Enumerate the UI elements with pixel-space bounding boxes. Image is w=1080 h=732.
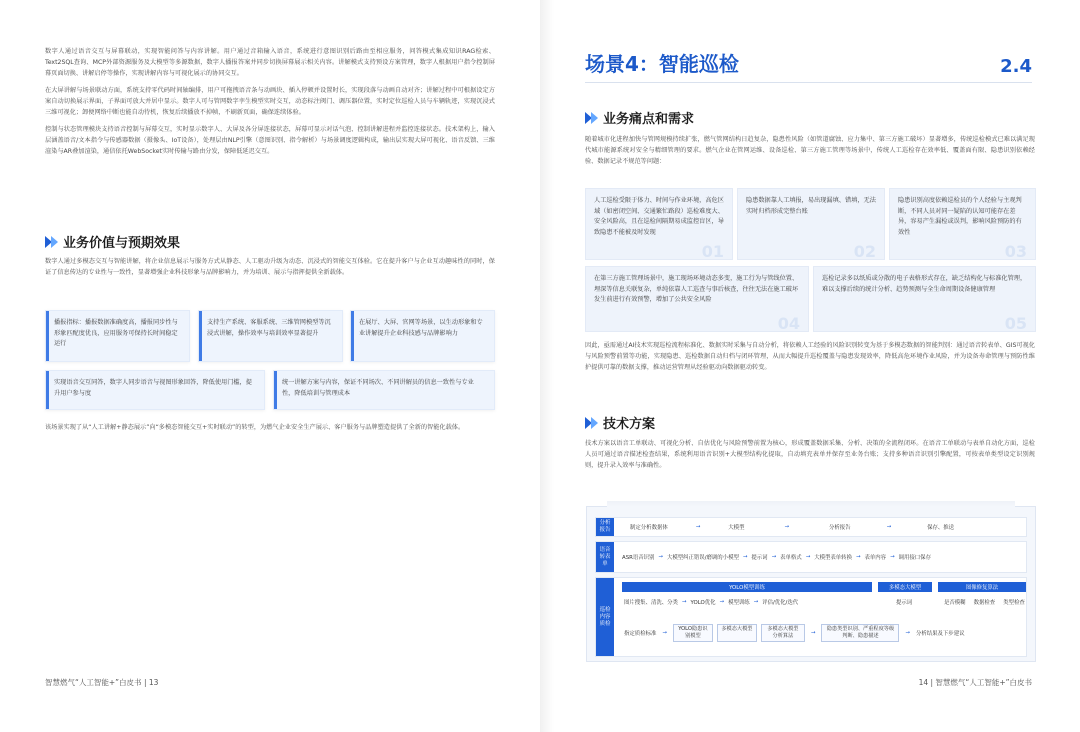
flow-row-report bbox=[595, 517, 1027, 537]
flow-step: 数据检查 bbox=[973, 600, 996, 606]
arrow-icon: → bbox=[742, 554, 748, 560]
flow-label: 巡检内容质检 bbox=[596, 578, 614, 656]
flow-step: 表单内容 → bbox=[864, 554, 895, 561]
pain-text: 隐患识别高度依赖巡检员的个人经验与主观判断，不同人员对同一疑陷的认知可能存在差异，容易产生漏检或误判，影响风险预防的有效性 bbox=[898, 197, 1022, 236]
arrow-icon: → bbox=[695, 524, 701, 530]
flow-step: 大模型表单转换 → bbox=[814, 554, 861, 561]
pain-text: 人工巡检受限于体力、时间与作业环境，高危区域（如密闭空间、交通繁忙路段）巡检难度大、安全风险高，且在巡检间隔期易成监控盲区，导致隐患不能被及时发现 bbox=[594, 197, 724, 236]
flow-step: 图片搜集、清洗、分类 → bbox=[624, 599, 687, 606]
section-heading-value bbox=[45, 232, 180, 251]
arrow-icon: → bbox=[658, 554, 663, 560]
arrow-icon: → bbox=[805, 554, 811, 560]
arrow-icon: → bbox=[886, 524, 892, 530]
tech-intro: 技术方案以语音工单联动、可视化分析、自估优化与风险预警前置为核心，形成覆盖数据采集、分析、决策的全流程闭环。在语音工单联动与表单自动化方面，巡检人员可通过语音描述检查结果，系统利用语音识别+大模型结构化提取，自动填充表单并保存至业务台账；支持多种语音识别引擎配置，可按表单类型设定识别规则，提升录入效率与准确性。 bbox=[585, 440, 1035, 469]
flow-step: 表单格式 → bbox=[780, 554, 811, 561]
flow-step: 提示词 → bbox=[751, 554, 777, 561]
flow-step: 分析报告 → bbox=[829, 524, 892, 531]
pain-cell bbox=[889, 188, 1036, 260]
model-boxes bbox=[673, 624, 805, 642]
model-box: 多模态大模型 bbox=[717, 624, 757, 642]
flow-steps bbox=[622, 553, 931, 561]
value-cell: 在展厅、大屏、官网等场景，以生动形象和专业讲解提升企业科技感与品牌影响力 bbox=[350, 310, 495, 362]
flow-label: 分析报告 bbox=[596, 518, 614, 536]
section-title: 业务痛点和需求 bbox=[603, 112, 695, 127]
pain-number: 02 bbox=[853, 241, 876, 261]
flow-step: 分析结果及下步建议 bbox=[915, 631, 965, 637]
value-cell: 实现语音交互同答，数字人同步语音与视图形象回答，降低使用门槛，提升用户参与度 bbox=[45, 370, 265, 410]
flow-step: 大模型纠正错误/磨调的小模型 → bbox=[666, 554, 748, 561]
flow-step: 模型训练 → bbox=[728, 599, 759, 606]
paragraph: 在大屏讲解与场景联动方面，系统支持零代码时间轴编排，用户可拖拽语音条与动画块、插入停顿并设置时长，实现段落与动画自动对齐；讲解过程中可根据设定方案自动切换展示界面，子界面可放大并居中显示。数字人可与管网数字孪生模型实时交互，动态标注阀门、调压器位置，实时定位巡检人员与车辆轨迹，实现沉浸式三维可视化；卸便网络中断也能自动待机，恢复后续播放不掉帧，不刷新页面，确保连续体验。 bbox=[45, 87, 495, 116]
flow-step: 保存、推送 bbox=[927, 525, 955, 531]
page-footer: 14 | 智慧燃气“人工智能+”白皮书 bbox=[918, 678, 1032, 687]
flow-step: 类型检查 bbox=[1003, 600, 1025, 606]
flow-row-voice-form bbox=[595, 541, 1027, 573]
result-box: 隐患类型识别、严重程度等级判断、隐患描述 bbox=[821, 624, 899, 642]
scene-title: 场景4：智能巡检 bbox=[585, 52, 739, 76]
arrow-icon: → bbox=[905, 630, 910, 636]
section-heading-pain bbox=[585, 108, 694, 127]
flow-label: 语音转表单 bbox=[596, 542, 614, 572]
arrow-icon: → bbox=[784, 524, 789, 530]
flow-step: 大模型 → bbox=[728, 524, 789, 531]
flow-step: 指定质检标准 bbox=[624, 631, 657, 637]
image-steps bbox=[944, 598, 1025, 606]
section-intro: 数字人通过多模态交互与智能讲解，将企业信息展示与服务方式从静态、人工驱动升级为动态、沉浸式的智能交互体验。它在提升客户与企业互动趣味性的同时，保证了信息传达的专业性与一致性，显著增强企业科技形象与品牌影响力，并为培训、展示与指挥提供全新载体。 bbox=[45, 258, 495, 276]
section-heading-tech bbox=[585, 413, 655, 432]
value-cell: 播报指标：播报数据准确度高，播报同步性与形象匹配度优良，应用服务可保持长时间稳定运行 bbox=[45, 310, 190, 362]
flow-step: 制定分析数据体 → bbox=[630, 524, 701, 531]
yolo-bar: YOLO模型训练 bbox=[622, 582, 872, 592]
pain-intro: 随着城市化进程加快与管网规模持续扩张，燃气管网结构日趋复杂，隐患性风险（如管道腐蚀、应力集中、第三方施工破坏）显著增多，传统巡检模式已难以满足现代城市能源系统对安全与精细管理的要求。燃气企业在管网运维、设备巡检、第三方施工管理等场景中，传统人工巡检存在效率低、覆盖面有限、隐患识别依赖经验、数据记录不规范等问题： bbox=[585, 136, 1035, 165]
pain-cell bbox=[813, 266, 1036, 332]
multimodal-bar: 多模态大模型 bbox=[878, 582, 932, 592]
pain-closing: 因此，亟需通过AI技术实现巡检流程标准化、数据实时采集与自动分析，将依赖人工经验的风险识别转变为基于多模态数据的智能判别：通过语音转表单、GIS可视化与风险预警前置等功能，实现隐患、巡检数据自动归档与闭环管理，从而大幅提升巡检覆盖与隐患发现效率，降低高危环境作业风险，并为设备寿命管理与预防性维护提供可靠的数据支撑，推动运营管理从经验驱动向数据驱动转变。 bbox=[585, 342, 1035, 371]
arrow-icon: → bbox=[681, 599, 687, 605]
divider bbox=[585, 82, 1032, 83]
pain-number: 01 bbox=[701, 241, 724, 261]
tech-flow-diagram bbox=[586, 506, 1036, 662]
arrow-icon: → bbox=[753, 599, 759, 605]
closing-paragraph: 该场景实现了从“人工讲解+静态展示”向“多模态智能交互+实时联动”的转型，为燃气企业安全生产展示、客户服务与品牌塑造提供了全新的智能化载体。 bbox=[45, 424, 465, 431]
model-box: 多模态大模型分析算法 bbox=[761, 624, 805, 642]
flow-row-inspection bbox=[595, 577, 1027, 657]
inspection-body bbox=[614, 578, 1026, 656]
arrow-icon: → bbox=[719, 599, 725, 605]
flow-steps bbox=[630, 523, 954, 531]
pain-text: 隐患数据靠人工填报，易出现漏填、错填，无法实时归档形成完整台账 bbox=[746, 197, 876, 215]
paragraph: 数字人通过语音交互与屏幕联动，实现智能问答与内容讲解。用户通过音箱输入语音，系统进行意图识别后路由至相应服务，问答模式集成知识RAG检索、Text2SQL查询、MCP外部资源服务及大模型等多源数据，数字人播报答案并同步切换屏幕展示相关内容。讲解模式支持预设方案管理，数字人根据用户指令控制屏幕页面切换、讲解启停等操作，实现讲解内容与可视化展示的协同交互。 bbox=[45, 48, 495, 77]
paragraph: 控制与状态管理模块支持语音控制与屏幕交互，实时显示数字人、大屏及各分屏连接状态，屏幕可显示对话气泡、控制讲解进程并监控连接状态。技术架构上，输入层涵盖语音/文本指令与传感器数据（摄像头、IoT设备），处理层由NLP引擎（意图识别、指令解析）与场景调度逻辑构成，输出层实现大屏可视化、语音反馈、三维渲染与AR叠加渲染，通信依托WebSocket实时传输与路由分发，保障低延迟交互。 bbox=[45, 126, 495, 155]
arrow-icon: → bbox=[810, 630, 816, 636]
quality-row bbox=[624, 624, 964, 642]
value-cell: 统一讲解方案与内容，保证不同场次、不同讲解员的信息一致性与专业性，降低培训与管理成本 bbox=[273, 370, 495, 410]
right-page bbox=[540, 0, 1080, 732]
section-title: 技术方案 bbox=[603, 417, 656, 432]
multimodal-step: 提示词 bbox=[896, 600, 913, 606]
chevron-icon bbox=[585, 417, 597, 429]
page-footer: 智慧燃气“人工智能+”白皮书 | 13 bbox=[45, 678, 159, 687]
flow-step: 是否模糊 bbox=[944, 600, 966, 606]
pain-number: 04 bbox=[777, 313, 800, 333]
arrow-icon: → bbox=[855, 554, 861, 560]
chevron-icon bbox=[45, 236, 57, 248]
pain-text: 在第三方施工管理场景中，施工现场环境动态多变，施工行为与管线位置、埋深等信息关联复杂，单纯依靠人工巡查与事后核查，往往无法在施工破坏发生前进行有效预警，增加了公共安全风险 bbox=[594, 275, 799, 303]
yolo-steps bbox=[624, 598, 798, 606]
flow-step: 评估/优化/迭代 bbox=[762, 600, 799, 606]
arrow-icon: → bbox=[662, 630, 667, 636]
image-repair-bar: 图像修复算法 bbox=[938, 582, 1026, 592]
flow-step: ASR语音识别 → bbox=[622, 554, 663, 561]
section-title: 业务价值与预期效果 bbox=[63, 236, 181, 251]
arrow-icon: → bbox=[890, 554, 895, 560]
flow-step: 调用接口保存 bbox=[898, 555, 931, 561]
value-cell: 支持生产系统、客服系统、三维管网模型等沉浸式讲解，操作效率与培训效率显著提升 bbox=[198, 310, 343, 362]
pain-cell bbox=[585, 266, 809, 332]
pain-number: 03 bbox=[1004, 241, 1027, 261]
model-box: YOLO隐患识别模型 bbox=[673, 624, 713, 642]
pain-cell bbox=[585, 188, 733, 260]
scene-number: 2.4 bbox=[1000, 56, 1032, 77]
chevron-icon bbox=[585, 112, 597, 124]
pain-text: 巡检记录多以纸质或分散的电子表格形式存在，缺乏结构化与标准化管理，难以支撑后续的统计分析、趋势预测与全生命周期设备健康管理 bbox=[822, 275, 1027, 293]
pain-cell bbox=[737, 188, 885, 260]
arrow-icon: → bbox=[771, 554, 777, 560]
intro-paragraphs bbox=[45, 46, 495, 157]
pain-number: 05 bbox=[1004, 313, 1027, 333]
flow-step: YOLO优化 → bbox=[690, 599, 725, 606]
